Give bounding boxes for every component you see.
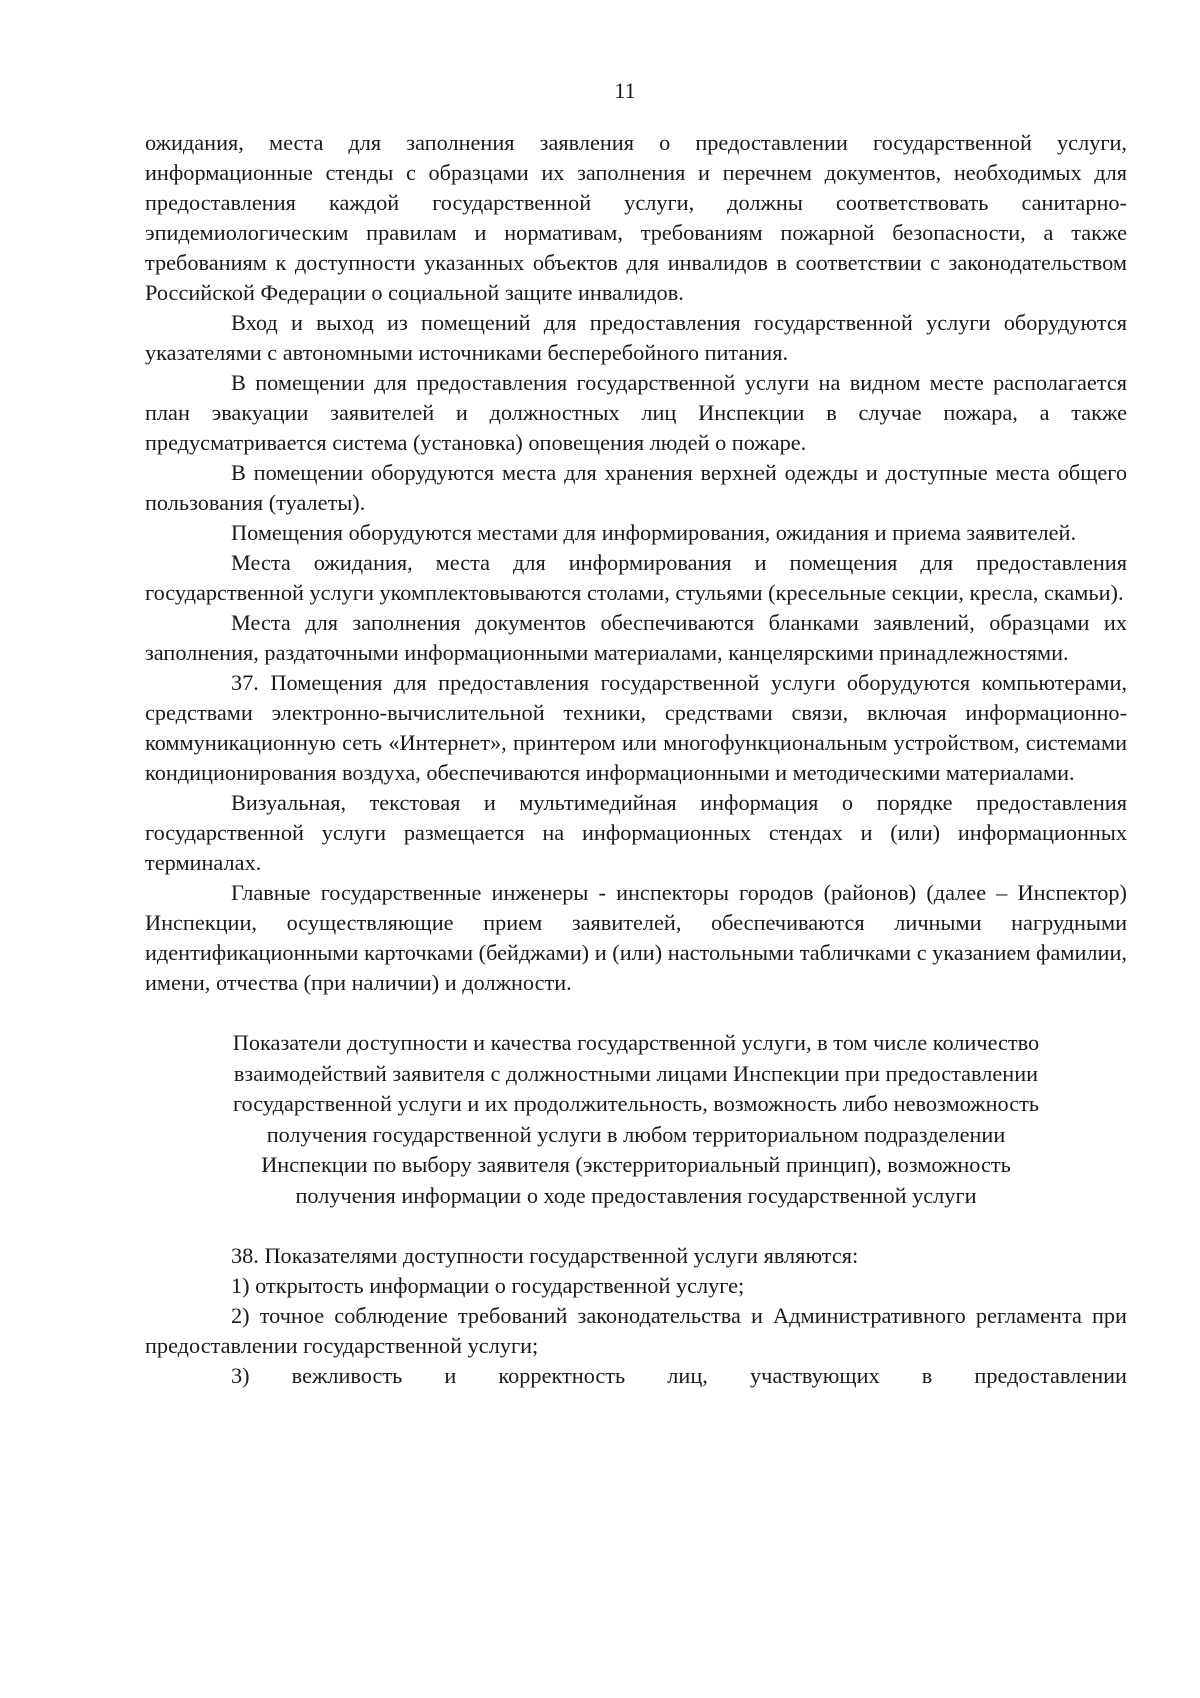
section-heading-line: Показатели доступности и качества государственной услуги, в том числе количество <box>232 1030 1040 1055</box>
section-gap <box>145 998 1127 1028</box>
paragraph-evacuation-plan: В помещении для предоставления государственной услуги на видном месте располагается план эвакуации заявителей и должностных лиц Инспекции в случае пожара, а также предусматривается система (установка) оповещения людей о пожаре. <box>145 370 1127 455</box>
paragraph-furniture: Места ожидания, места для информирования и помещения для предоставления государственной услуги укомплектовываются столами, стульями (кресельные секции, кресла, скамьи). <box>145 550 1127 605</box>
section-gap <box>145 1211 1127 1241</box>
paragraph-38-indicators: 38. Показателями доступности государственной услуги являются: <box>231 1243 859 1268</box>
section-heading-line: взаимодействий заявителя с должностными лицами Инспекции при предоставлении <box>233 1060 1039 1086</box>
list-item-1: 1) открытость информации о государственной услуге; <box>231 1273 745 1298</box>
section-heading-line: Инспекции по выбору заявителя (экстерриториальный принцип), возможность <box>261 1152 1011 1177</box>
section-heading-line: получения информации о ходе предоставления государственной услуги <box>295 1182 977 1208</box>
list-item-2: 2) точное соблюдение требований законодательства и Административного регламента при предоставлении государственной услуги; <box>145 1303 1127 1358</box>
section-heading-line: получения государственной услуги в любом территориальном подразделении <box>266 1121 1006 1147</box>
section-heading-line: государственной услуги и их продолжительность, возможность либо невозможность <box>232 1091 1040 1116</box>
paragraph-waiting-places: Помещения оборудуются местами для информирования, ожидания и приема заявителей. <box>231 520 1077 545</box>
page-content <box>145 128 1127 1391</box>
paragraph-wardrobe: В помещении оборудуются места для хранения верхней одежды и доступные места общего пользования (туалеты). <box>145 460 1127 515</box>
page-number: 11 <box>614 78 636 103</box>
paragraph-continuation: ожидания, места для заполнения заявления о предоставлении государственной услуги, информационные стенды с образцами их заполнения и перечнем документов, необходимых для предоставления каждой государственной услуги, должны соответствовать санитарно-эпидемиологическим правилам и нормативам, требованиям пожарной безопасности, а также требованиям к доступности указанных объектов для инвалидов в соответствии с законодательством Российской Федерации о социальной защите инвалидов. <box>145 130 1127 305</box>
paragraph-visual-info: Визуальная, текстовая и мультимедийная информация о порядке предоставления государственной услуги размещается на информационных стендах и (или) информационных терминалах. <box>145 790 1127 875</box>
paragraph-37-equipment: 37. Помещения для предоставления государственной услуги оборудуются компьютерами, средствами электронно-вычислительной техники, средствами связи, включая информационно-коммуникационную сеть «Интернет», принтером или многофункциональным устройством, системами кондиционирования воздуха, обеспечиваются информационными и методическими материалами. <box>145 670 1127 785</box>
section-heading <box>151 1028 1121 1211</box>
paragraph-inspectors: Главные государственные инженеры - инспекторы городов (районов) (далее – Инспектор) Инспекции, осуществляющие прием заявителей, обеспечиваются личными нагрудными идентификационными карточками (бейджами) и (или) настольными табличками с указанием фамилии, имени, отчества (при наличии) и должности. <box>145 880 1127 995</box>
paragraph-forms: Места для заполнения документов обеспечиваются бланками заявлений, образцами их заполнения, раздаточными информационными материалами, канцелярскими принадлежностями. <box>145 610 1127 665</box>
list-item-3: 3) вежливость и корректность лиц, участвующих в предоставлении <box>231 1363 1127 1388</box>
paragraph-entrance-exit: Вход и выход из помещений для предоставления государственной услуги оборудуются указателями с автономными источниками бесперебойного питания. <box>145 310 1127 365</box>
